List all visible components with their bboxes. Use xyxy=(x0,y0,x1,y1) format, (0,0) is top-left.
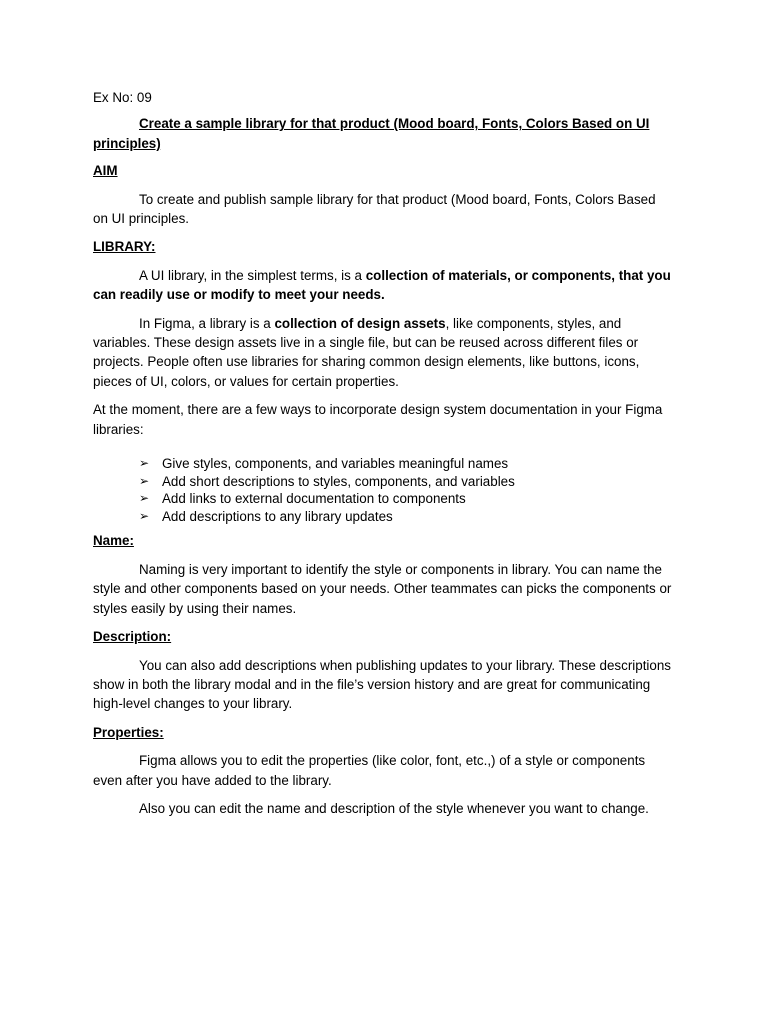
list-item xyxy=(139,455,672,473)
properties-heading: Properties: xyxy=(93,724,164,740)
arrow-bullet-icon: ➢ xyxy=(139,473,150,488)
library-paragraph-1 xyxy=(93,266,672,305)
arrow-bullet-icon: ➢ xyxy=(139,508,150,523)
description-text: You can also add descriptions when publishing updates to your library. These descriptions show in both the library modal and in the file’s version history and are great for communicating high-level changes to your library. xyxy=(93,657,671,712)
list-item xyxy=(139,490,672,508)
name-text: Naming is very important to identify the style or components in library. You can name the style and other components based on your needs. Other teammates can picks the components or styles easily by using their names. xyxy=(93,561,672,616)
aim-text: To create and publish sample library for that product (Mood board, Fonts, Colors Based on UI principles. xyxy=(93,191,656,227)
library-p2-text: In Figma, a library is a xyxy=(139,315,275,331)
library-paragraph-3: At the moment, there are a few ways to incorporate design system documentation in your Figma libraries: xyxy=(93,402,663,437)
list-item-text: Give styles, components, and variables meaningful names xyxy=(162,456,509,472)
arrow-bullet-icon: ➢ xyxy=(139,491,150,506)
description-heading: Description: xyxy=(93,629,172,645)
library-paragraph-2 xyxy=(93,314,672,392)
library-p1-bold: collection of materials, or components, that you can readily use or modify to meet your needs. xyxy=(93,267,671,303)
aim-heading: AIM xyxy=(93,163,118,179)
library-p2-bold: collection of design assets xyxy=(274,315,446,331)
library-p2-rest: , like components, styles, and variables. These design assets live in a single file, but can be reused across different files or projects. People often use libraries for sharing common design elements, like buttons, icons, pieces of UI, colors, or values for certain properties. xyxy=(93,315,640,389)
arrow-bullet-icon: ➢ xyxy=(139,456,150,471)
properties-paragraph-1: Figma allows you to edit the properties (like color, font, etc.,) of a style or components even after you have added to the library. xyxy=(93,753,646,788)
library-heading: LIBRARY: xyxy=(93,239,156,255)
exercise-number: Ex No: 09 xyxy=(93,90,152,105)
list-item xyxy=(139,473,672,491)
list-item-text: Add links to external documentation to components xyxy=(162,491,466,507)
library-bullet-list xyxy=(93,455,672,525)
document-title: Create a sample library for that product (Mood board, Fonts, Colors Based on UI principles) xyxy=(93,116,650,151)
list-item-text: Add descriptions to any library updates xyxy=(162,508,393,524)
library-p1-text: A UI library, in the simplest terms, is a xyxy=(139,267,366,283)
list-item xyxy=(139,508,672,526)
properties-paragraph-2: Also you can edit the name and description of the style whenever you want to change. xyxy=(139,800,649,816)
name-heading: Name: xyxy=(93,533,134,549)
list-item-text: Add short descriptions to styles, components, and variables xyxy=(162,473,515,489)
